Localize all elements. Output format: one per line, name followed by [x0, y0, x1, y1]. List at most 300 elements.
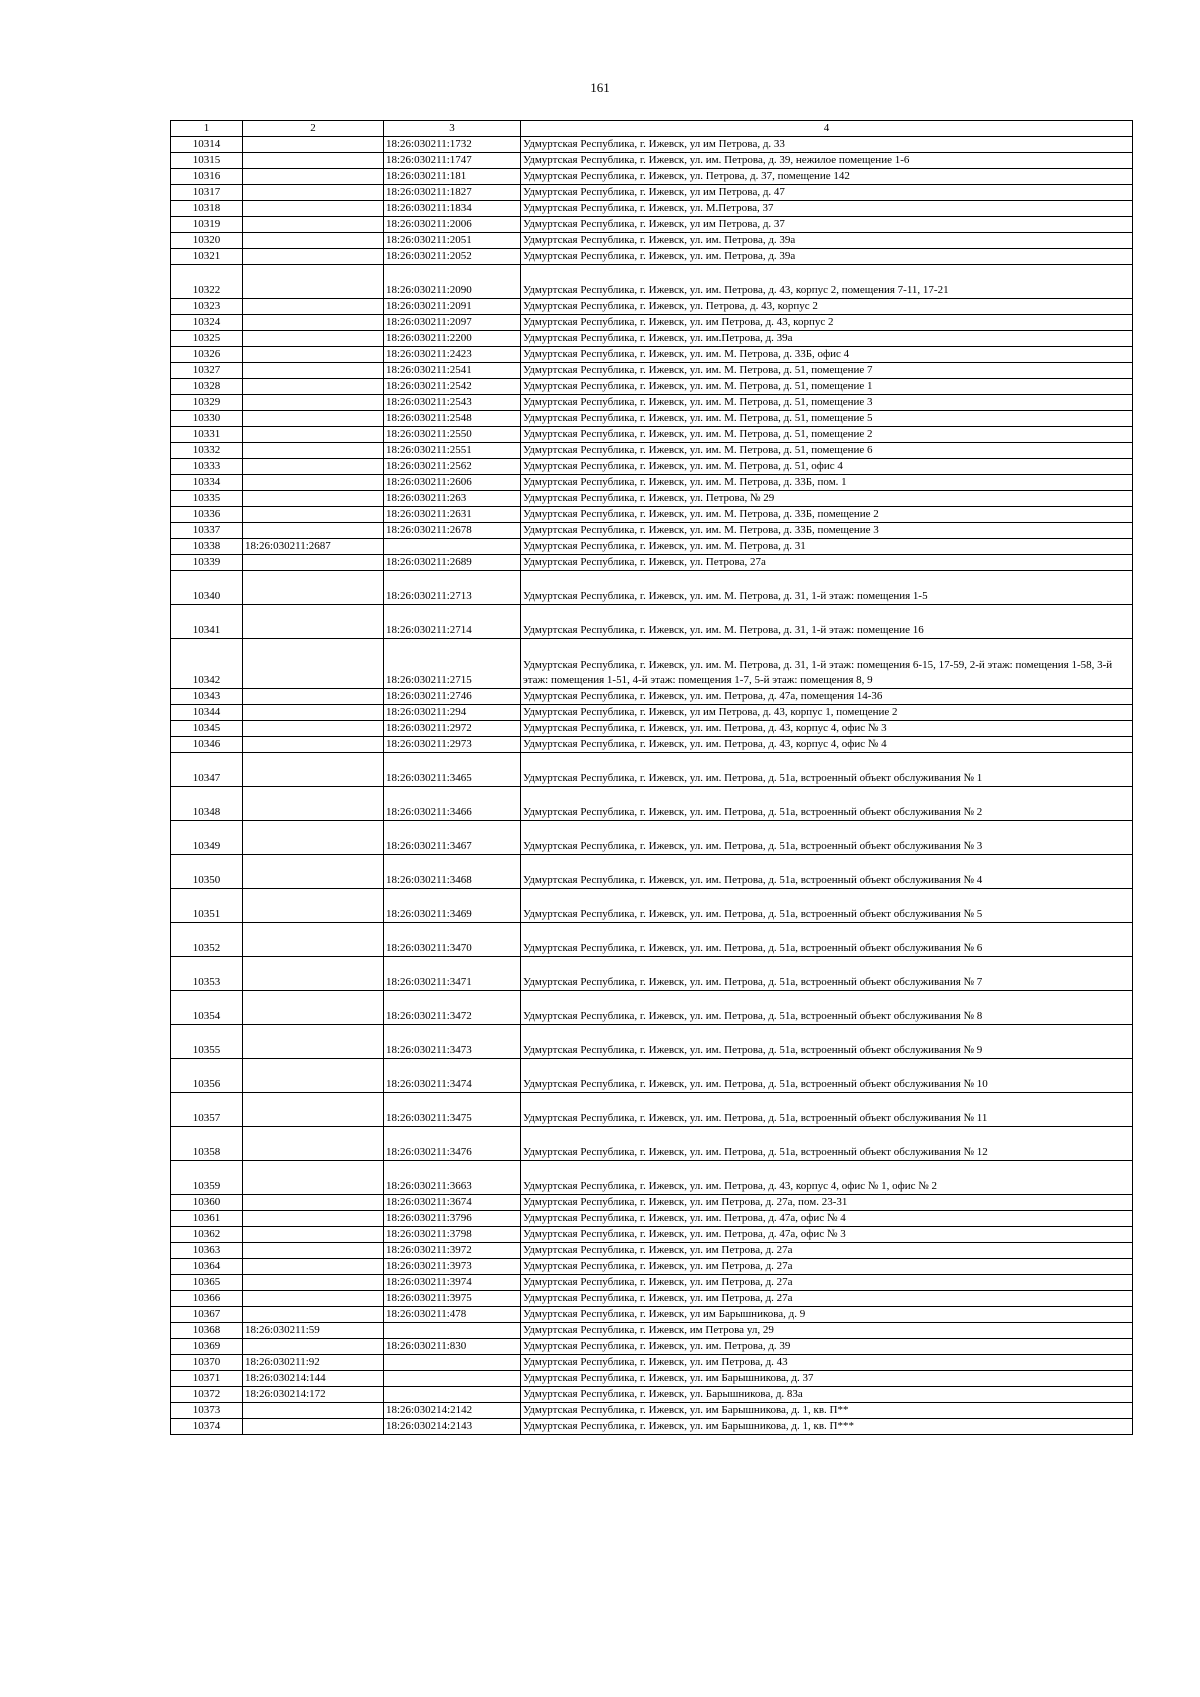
address-cell: Удмуртская Республика, г. Ижевск, ул. им Барышникова, д. 37	[521, 1371, 1133, 1387]
row-number-cell: 10342	[171, 639, 243, 689]
address-cell: Удмуртская Республика, г. Ижевск, ул. им. М. Петрова, д. 33Б, помещение 2	[521, 507, 1133, 523]
cadastral-number-cell	[243, 491, 384, 507]
table-row	[171, 1355, 1133, 1371]
table-row	[171, 1403, 1133, 1419]
cadastral-number-alt-cell: 18:26:030211:3663	[384, 1161, 521, 1195]
table-row	[171, 1127, 1133, 1161]
cadastral-number-cell	[243, 363, 384, 379]
cadastral-number-alt-cell: 18:26:030211:2543	[384, 395, 521, 411]
cadastral-number-cell	[243, 1059, 384, 1093]
row-number-cell: 10364	[171, 1259, 243, 1275]
cadastral-number-cell	[243, 957, 384, 991]
row-number-cell: 10359	[171, 1161, 243, 1195]
cadastral-number-alt-cell: 18:26:030211:2689	[384, 555, 521, 571]
address-cell: Удмуртская Республика, г. Ижевск, ул. им. М. Петрова, д. 33Б, помещение 3	[521, 523, 1133, 539]
table-row	[171, 571, 1133, 605]
cadastral-number-alt-cell: 18:26:030214:2142	[384, 1403, 521, 1419]
row-number-cell: 10321	[171, 249, 243, 265]
cadastral-number-alt-cell: 18:26:030211:1732	[384, 137, 521, 153]
address-cell: Удмуртская Республика, г. Ижевск, ул. им. М. Петрова, д. 51, офис 4	[521, 459, 1133, 475]
table-row	[171, 1339, 1133, 1355]
row-number-cell: 10322	[171, 265, 243, 299]
page-number: 161	[590, 80, 610, 95]
address-cell: Удмуртская Республика, г. Ижевск, ул им Петрова, д. 33	[521, 137, 1133, 153]
row-number-cell: 10329	[171, 395, 243, 411]
table-row	[171, 539, 1133, 555]
cadastral-number-alt-cell: 18:26:030211:3472	[384, 991, 521, 1025]
cadastral-number-alt-cell: 18:26:030211:3974	[384, 1275, 521, 1291]
address-cell: Удмуртская Республика, г. Ижевск, ул. им. Петрова, д. 51а, встроенный объект обслуживания № 4	[521, 855, 1133, 889]
address-cell: Удмуртская Республика, г. Ижевск, ул. им.Петрова, д. 39а	[521, 331, 1133, 347]
row-number-cell: 10358	[171, 1127, 243, 1161]
table-header-row	[171, 121, 1133, 137]
cadastral-number-cell	[243, 507, 384, 523]
row-number-cell: 10323	[171, 299, 243, 315]
cadastral-number-alt-cell: 18:26:030211:3475	[384, 1093, 521, 1127]
table-row	[171, 721, 1133, 737]
table-row	[171, 923, 1133, 957]
address-cell: Удмуртская Республика, г. Ижевск, ул им Петрова, д. 37	[521, 217, 1133, 233]
cadastral-number-alt-cell: 18:26:030211:2051	[384, 233, 521, 249]
cadastral-number-cell	[243, 1093, 384, 1127]
cadastral-number-cell	[243, 185, 384, 201]
cadastral-number-cell	[243, 821, 384, 855]
row-number-cell: 10361	[171, 1211, 243, 1227]
cadastral-number-alt-cell: 18:26:030211:263	[384, 491, 521, 507]
cadastral-number-cell	[243, 1259, 384, 1275]
cadastral-number-cell	[243, 705, 384, 721]
cadastral-number-alt-cell: 18:26:030211:2631	[384, 507, 521, 523]
row-number-cell: 10330	[171, 411, 243, 427]
cadastral-number-cell	[243, 689, 384, 705]
header-col-1: 1	[171, 121, 243, 137]
address-cell: Удмуртская Республика, г. Ижевск, ул. им. М. Петрова, д. 51, помещение 5	[521, 411, 1133, 427]
cadastral-number-cell	[243, 555, 384, 571]
table-row	[171, 249, 1133, 265]
cadastral-number-alt-cell: 18:26:030211:2200	[384, 331, 521, 347]
header-col-2: 2	[243, 121, 384, 137]
cadastral-number-alt-cell: 18:26:030211:2006	[384, 217, 521, 233]
table-row	[171, 411, 1133, 427]
address-cell: Удмуртская Республика, г. Ижевск, ул. им. М. Петрова, д. 51, помещение 1	[521, 379, 1133, 395]
cadastral-number-alt-cell: 18:26:030211:294	[384, 705, 521, 721]
table-row	[171, 605, 1133, 639]
table-row	[171, 821, 1133, 855]
address-cell: Удмуртская Республика, г. Ижевск, ул. им. Петрова, д. 43, корпус 4, офис № 3	[521, 721, 1133, 737]
cadastral-number-cell	[243, 379, 384, 395]
address-cell: Удмуртская Республика, г. Ижевск, ул. им. Петрова, д. 47а, офис № 4	[521, 1211, 1133, 1227]
row-number-cell: 10319	[171, 217, 243, 233]
cadastral-number-alt-cell: 18:26:030211:3470	[384, 923, 521, 957]
cadastral-number-alt-cell: 18:26:030211:2097	[384, 315, 521, 331]
address-cell: Удмуртская Республика, г. Ижевск, ул. им. Петрова, д. 43, корпус 4, офис № 1, офис № 2	[521, 1161, 1133, 1195]
cadastral-number-cell	[243, 1025, 384, 1059]
cadastral-number-alt-cell: 18:26:030211:478	[384, 1307, 521, 1323]
address-cell: Удмуртская Республика, г. Ижевск, ул. им Петрова, д. 43, корпус 2	[521, 315, 1133, 331]
cadastral-number-alt-cell: 18:26:030211:181	[384, 169, 521, 185]
table-row	[171, 1059, 1133, 1093]
address-cell: Удмуртская Республика, г. Ижевск, ул. Барышникова, д. 83а	[521, 1387, 1133, 1403]
table-row	[171, 137, 1133, 153]
cadastral-number-cell	[243, 169, 384, 185]
address-cell: Удмуртская Республика, г. Ижевск, ул. им. М. Петрова, д. 33Б, офис 4	[521, 347, 1133, 363]
row-number-cell: 10357	[171, 1093, 243, 1127]
row-number-cell: 10332	[171, 443, 243, 459]
cadastral-number-cell	[243, 347, 384, 363]
address-cell: Удмуртская Республика, г. Ижевск, ул. им. Петрова, д. 51а, встроенный объект обслуживания № 6	[521, 923, 1133, 957]
address-cell: Удмуртская Республика, г. Ижевск, ул. им Петрова, д. 27а, пом. 23-31	[521, 1195, 1133, 1211]
address-cell: Удмуртская Республика, г. Ижевск, ул. им. Петрова, д. 51а, встроенный объект обслуживания № 1	[521, 753, 1133, 787]
address-cell: Удмуртская Республика, г. Ижевск, ул. им. М. Петрова, д. 33Б, пом. 1	[521, 475, 1133, 491]
cadastral-number-alt-cell: 18:26:030211:3973	[384, 1259, 521, 1275]
address-cell: Удмуртская Республика, г. Ижевск, ул. им. Петрова, д. 51а, встроенный объект обслуживания № 9	[521, 1025, 1133, 1059]
cadastral-number-alt-cell: 18:26:030211:830	[384, 1339, 521, 1355]
cadastral-number-alt-cell: 18:26:030211:3798	[384, 1227, 521, 1243]
table-row	[171, 169, 1133, 185]
cadastral-number-cell	[243, 1161, 384, 1195]
table-row	[171, 855, 1133, 889]
table-row	[171, 705, 1133, 721]
row-number-cell: 10335	[171, 491, 243, 507]
address-cell: Удмуртская Республика, г. Ижевск, ул. им Петрова, д. 27а	[521, 1259, 1133, 1275]
header-col-4: 4	[521, 121, 1133, 137]
cadastral-number-cell	[243, 411, 384, 427]
cadastral-number-cell: 18:26:030211:92	[243, 1355, 384, 1371]
address-cell: Удмуртская Республика, г. Ижевск, ул. им. Петрова, д. 39, нежилое помещение 1-6	[521, 153, 1133, 169]
cadastral-number-cell	[243, 217, 384, 233]
row-number-cell: 10351	[171, 889, 243, 923]
address-cell: Удмуртская Республика, г. Ижевск, ул. им. Петрова, д. 47а, офис № 3	[521, 1227, 1133, 1243]
row-number-cell: 10334	[171, 475, 243, 491]
table-row	[171, 991, 1133, 1025]
address-cell: Удмуртская Республика, г. Ижевск, ул. им. Петрова, д. 47а, помещения 14-36	[521, 689, 1133, 705]
cadastral-number-cell	[243, 1127, 384, 1161]
row-number-cell: 10326	[171, 347, 243, 363]
cadastral-number-alt-cell	[384, 1323, 521, 1339]
row-number-cell: 10338	[171, 539, 243, 555]
cadastral-number-alt-cell: 18:26:030211:1747	[384, 153, 521, 169]
row-number-cell: 10318	[171, 201, 243, 217]
cadastral-number-cell	[243, 1243, 384, 1259]
table-row	[171, 1419, 1133, 1435]
cadastral-number-alt-cell: 18:26:030211:2746	[384, 689, 521, 705]
cadastral-number-alt-cell: 18:26:030211:2678	[384, 523, 521, 539]
address-cell: Удмуртская Республика, г. Ижевск, ул им Петрова, д. 43, корпус 1, помещение 2	[521, 705, 1133, 721]
cadastral-number-cell	[243, 1275, 384, 1291]
cadastral-number-cell	[243, 855, 384, 889]
cadastral-number-alt-cell: 18:26:030211:2973	[384, 737, 521, 753]
cadastral-number-cell	[243, 737, 384, 753]
table-row	[171, 315, 1133, 331]
cadastral-number-alt-cell	[384, 1387, 521, 1403]
address-cell: Удмуртская Республика, г. Ижевск, ул. им Барышникова, д. 1, кв. П***	[521, 1419, 1133, 1435]
cadastral-number-alt-cell: 18:26:030211:3474	[384, 1059, 521, 1093]
address-cell: Удмуртская Республика, г. Ижевск, ул. им. М. Петрова, д. 31	[521, 539, 1133, 555]
cadastral-number-cell	[243, 1211, 384, 1227]
row-number-cell: 10314	[171, 137, 243, 153]
address-cell: Удмуртская Республика, г. Ижевск, ул. им Петрова, д. 27а	[521, 1275, 1133, 1291]
cadastral-number-cell	[243, 443, 384, 459]
address-cell: Удмуртская Республика, г. Ижевск, ул. им. Петрова, д. 51а, встроенный объект обслуживания № 7	[521, 957, 1133, 991]
table-row	[171, 1291, 1133, 1307]
table-row	[171, 153, 1133, 169]
table-row	[171, 427, 1133, 443]
cadastral-number-alt-cell: 18:26:030211:2714	[384, 605, 521, 639]
cadastral-number-cell	[243, 1291, 384, 1307]
address-cell: Удмуртская Республика, г. Ижевск, ул. им. М. Петрова, д. 51, помещение 6	[521, 443, 1133, 459]
cadastral-number-cell: 18:26:030211:2687	[243, 539, 384, 555]
address-cell: Удмуртская Республика, г. Ижевск, ул. им. Петрова, д. 51а, встроенный объект обслуживания № 12	[521, 1127, 1133, 1161]
table-row	[171, 889, 1133, 923]
cadastral-number-cell	[243, 249, 384, 265]
address-cell: Удмуртская Республика, г. Ижевск, ул. им Петрова, д. 27а	[521, 1291, 1133, 1307]
address-cell: Удмуртская Республика, г. Ижевск, ул. им. Петрова, д. 39	[521, 1339, 1133, 1355]
table-row	[171, 379, 1133, 395]
row-number-cell: 10352	[171, 923, 243, 957]
cadastral-number-alt-cell: 18:26:030211:2541	[384, 363, 521, 379]
row-number-cell: 10356	[171, 1059, 243, 1093]
table-row	[171, 233, 1133, 249]
cadastral-number-cell	[243, 153, 384, 169]
address-cell: Удмуртская Республика, г. Ижевск, ул. Петрова, № 29	[521, 491, 1133, 507]
row-number-cell: 10344	[171, 705, 243, 721]
row-number-cell: 10354	[171, 991, 243, 1025]
cadastral-number-alt-cell: 18:26:030211:3674	[384, 1195, 521, 1211]
row-number-cell: 10325	[171, 331, 243, 347]
table-row	[171, 185, 1133, 201]
cadastral-number-alt-cell: 18:26:030211:2606	[384, 475, 521, 491]
cadastral-number-cell	[243, 1419, 384, 1435]
address-cell: Удмуртская Республика, г. Ижевск, ул. им. Петрова, д. 51а, встроенный объект обслуживания № 8	[521, 991, 1133, 1025]
address-cell: Удмуртская Республика, г. Ижевск, ул. им. Петрова, д. 39а	[521, 233, 1133, 249]
row-number-cell: 10317	[171, 185, 243, 201]
table-row	[171, 1243, 1133, 1259]
row-number-cell: 10353	[171, 957, 243, 991]
table-row	[171, 459, 1133, 475]
table-row	[171, 957, 1133, 991]
cadastral-number-alt-cell: 18:26:030211:2090	[384, 265, 521, 299]
cadastral-number-alt-cell	[384, 1355, 521, 1371]
table-row	[171, 299, 1133, 315]
cadastral-number-alt-cell: 18:26:030211:3471	[384, 957, 521, 991]
address-cell: Удмуртская Республика, г. Ижевск, ул им Петрова, д. 47	[521, 185, 1133, 201]
cadastral-number-cell	[243, 787, 384, 821]
table-row	[171, 1093, 1133, 1127]
cadastral-number-cell	[243, 201, 384, 217]
row-number-cell: 10371	[171, 1371, 243, 1387]
table-row	[171, 1323, 1133, 1339]
table-body	[171, 137, 1133, 1435]
row-number-cell: 10366	[171, 1291, 243, 1307]
cadastral-number-cell	[243, 889, 384, 923]
row-number-cell: 10346	[171, 737, 243, 753]
address-cell: Удмуртская Республика, г. Ижевск, ул. им. Петрова, д. 51а, встроенный объект обслуживания № 2	[521, 787, 1133, 821]
cadastral-number-alt-cell: 18:26:030211:3473	[384, 1025, 521, 1059]
address-cell: Удмуртская Республика, г. Ижевск, ул. им. Петрова, д. 51а, встроенный объект обслуживания № 10	[521, 1059, 1133, 1093]
row-number-cell: 10347	[171, 753, 243, 787]
cadastral-number-cell	[243, 233, 384, 249]
cadastral-number-cell	[243, 923, 384, 957]
row-number-cell: 10341	[171, 605, 243, 639]
row-number-cell: 10320	[171, 233, 243, 249]
cadastral-number-cell	[243, 605, 384, 639]
row-number-cell: 10315	[171, 153, 243, 169]
cadastral-number-alt-cell: 18:26:030211:3467	[384, 821, 521, 855]
cadastral-number-alt-cell: 18:26:030211:2548	[384, 411, 521, 427]
row-number-cell: 10368	[171, 1323, 243, 1339]
address-cell: Удмуртская Республика, г. Ижевск, ул. им. М. Петрова, д. 51, помещение 3	[521, 395, 1133, 411]
cadastral-number-cell: 18:26:030214:172	[243, 1387, 384, 1403]
cadastral-number-alt-cell: 18:26:030211:2713	[384, 571, 521, 605]
cadastral-number-cell	[243, 331, 384, 347]
cadastral-number-alt-cell: 18:26:030211:3465	[384, 753, 521, 787]
row-number-cell: 10363	[171, 1243, 243, 1259]
table-row	[171, 395, 1133, 411]
cadastral-number-alt-cell: 18:26:030211:2562	[384, 459, 521, 475]
row-number-cell: 10345	[171, 721, 243, 737]
cadastral-number-cell	[243, 459, 384, 475]
cadastral-number-alt-cell: 18:26:030211:3466	[384, 787, 521, 821]
table-row	[171, 639, 1133, 689]
row-number-cell: 10369	[171, 1339, 243, 1355]
cadastral-number-cell	[243, 571, 384, 605]
table-row	[171, 1211, 1133, 1227]
cadastral-number-cell	[243, 265, 384, 299]
row-number-cell: 10316	[171, 169, 243, 185]
row-number-cell: 10327	[171, 363, 243, 379]
table-row	[171, 689, 1133, 705]
cadastral-number-cell: 18:26:030214:144	[243, 1371, 384, 1387]
address-cell: Удмуртская Республика, г. Ижевск, им Петрова ул, 29	[521, 1323, 1133, 1339]
cadastral-number-alt-cell: 18:26:030211:1834	[384, 201, 521, 217]
table-row	[171, 265, 1133, 299]
row-number-cell: 10373	[171, 1403, 243, 1419]
cadastral-number-cell	[243, 639, 384, 689]
address-cell: Удмуртская Республика, г. Ижевск, ул. им. Петрова, д. 39а	[521, 249, 1133, 265]
row-number-cell: 10349	[171, 821, 243, 855]
address-cell: Удмуртская Республика, г. Ижевск, ул. им Петрова, д. 43	[521, 1355, 1133, 1371]
address-cell: Удмуртская Республика, г. Ижевск, ул. им. Петрова, д. 51а, встроенный объект обслуживания № 3	[521, 821, 1133, 855]
table-row	[171, 1227, 1133, 1243]
cadastral-number-cell	[243, 523, 384, 539]
cadastral-number-cell	[243, 1403, 384, 1419]
row-number-cell: 10365	[171, 1275, 243, 1291]
table-row	[171, 363, 1133, 379]
table-row	[171, 1161, 1133, 1195]
cadastral-number-alt-cell: 18:26:030211:2091	[384, 299, 521, 315]
table-row	[171, 443, 1133, 459]
row-number-cell: 10355	[171, 1025, 243, 1059]
table-row	[171, 555, 1133, 571]
address-cell: Удмуртская Республика, г. Ижевск, ул. им. М. Петрова, д. 31, 1-й этаж: помещения 1-5	[521, 571, 1133, 605]
address-cell: Удмуртская Республика, г. Ижевск, ул. им. Петрова, д. 51а, встроенный объект обслуживания № 11	[521, 1093, 1133, 1127]
table-row	[171, 331, 1133, 347]
cadastral-number-cell	[243, 395, 384, 411]
row-number-cell: 10336	[171, 507, 243, 523]
row-number-cell: 10333	[171, 459, 243, 475]
cadastral-number-cell	[243, 721, 384, 737]
table-row	[171, 1275, 1133, 1291]
address-cell: Удмуртская Республика, г. Ижевск, ул. им. М. Петрова, д. 51, помещение 7	[521, 363, 1133, 379]
cadastral-number-cell	[243, 315, 384, 331]
cadastral-number-alt-cell	[384, 1371, 521, 1387]
cadastral-number-cell	[243, 991, 384, 1025]
address-cell: Удмуртская Республика, г. Ижевск, ул. им Барышникова, д. 1, кв. П**	[521, 1403, 1133, 1419]
cadastral-table	[170, 120, 1133, 1435]
table-row	[171, 1195, 1133, 1211]
row-number-cell: 10331	[171, 427, 243, 443]
table-row	[171, 1259, 1133, 1275]
cadastral-number-cell	[243, 753, 384, 787]
row-number-cell: 10340	[171, 571, 243, 605]
row-number-cell: 10374	[171, 1419, 243, 1435]
cadastral-number-cell	[243, 427, 384, 443]
address-cell: Удмуртская Республика, г. Ижевск, ул. Петрова, д. 43, корпус 2	[521, 299, 1133, 315]
cadastral-number-alt-cell	[384, 539, 521, 555]
address-cell: Удмуртская Республика, г. Ижевск, ул. М.Петрова, 37	[521, 201, 1133, 217]
address-cell: Удмуртская Республика, г. Ижевск, ул им Барышникова, д. 9	[521, 1307, 1133, 1323]
cadastral-number-cell	[243, 1339, 384, 1355]
table-row	[171, 347, 1133, 363]
row-number-cell: 10328	[171, 379, 243, 395]
table-row	[171, 1307, 1133, 1323]
address-cell: Удмуртская Республика, г. Ижевск, ул. им Петрова, д. 27а	[521, 1243, 1133, 1259]
cadastral-number-alt-cell: 18:26:030211:3975	[384, 1291, 521, 1307]
address-cell: Удмуртская Республика, г. Ижевск, ул. им. М. Петрова, д. 31, 1-й этаж: помещение 16	[521, 605, 1133, 639]
address-cell: Удмуртская Республика, г. Ижевск, ул. Петрова, 27а	[521, 555, 1133, 571]
address-cell: Удмуртская Республика, г. Ижевск, ул. им. Петрова, д. 43, корпус 4, офис № 4	[521, 737, 1133, 753]
table-row	[171, 523, 1133, 539]
row-number-cell: 10367	[171, 1307, 243, 1323]
cadastral-number-alt-cell: 18:26:030214:2143	[384, 1419, 521, 1435]
cadastral-number-alt-cell: 18:26:030211:2423	[384, 347, 521, 363]
address-cell: Удмуртская Республика, г. Ижевск, ул. им. Петрова, д. 43, корпус 2, помещения 7-11, 17-21	[521, 265, 1133, 299]
cadastral-number-alt-cell: 18:26:030211:2542	[384, 379, 521, 395]
row-number-cell: 10360	[171, 1195, 243, 1211]
cadastral-number-alt-cell: 18:26:030211:2715	[384, 639, 521, 689]
table-row	[171, 507, 1133, 523]
address-cell: Удмуртская Республика, г. Ижевск, ул. им. Петрова, д. 51а, встроенный объект обслуживания № 5	[521, 889, 1133, 923]
row-number-cell: 10337	[171, 523, 243, 539]
cadastral-number-alt-cell: 18:26:030211:1827	[384, 185, 521, 201]
row-number-cell: 10370	[171, 1355, 243, 1371]
row-number-cell: 10339	[171, 555, 243, 571]
table-row	[171, 787, 1133, 821]
cadastral-number-cell: 18:26:030211:59	[243, 1323, 384, 1339]
cadastral-number-alt-cell: 18:26:030211:3796	[384, 1211, 521, 1227]
cadastral-number-alt-cell: 18:26:030211:2052	[384, 249, 521, 265]
cadastral-number-alt-cell: 18:26:030211:3469	[384, 889, 521, 923]
address-cell: Удмуртская Республика, г. Ижевск, ул. им. М. Петрова, д. 51, помещение 2	[521, 427, 1133, 443]
cadastral-number-cell	[243, 299, 384, 315]
address-cell: Удмуртская Республика, г. Ижевск, ул. Петрова, д. 37, помещение 142	[521, 169, 1133, 185]
row-number-cell: 10362	[171, 1227, 243, 1243]
cadastral-number-alt-cell: 18:26:030211:2550	[384, 427, 521, 443]
cadastral-number-cell	[243, 1307, 384, 1323]
cadastral-number-alt-cell: 18:26:030211:3476	[384, 1127, 521, 1161]
header-col-3: 3	[384, 121, 521, 137]
address-cell: Удмуртская Республика, г. Ижевск, ул. им. М. Петрова, д. 31, 1-й этаж: помещения 6-15, 17-59, 2-й этаж: помещения 1-58, 3-й этаж: помещения 1-51, 4-й этаж: помещения 1-7, 5-й этаж: помещения 8, 9	[521, 639, 1133, 689]
cadastral-number-alt-cell: 18:26:030211:2551	[384, 443, 521, 459]
table-row	[171, 475, 1133, 491]
table-row	[171, 217, 1133, 233]
cadastral-number-cell	[243, 1227, 384, 1243]
table-row	[171, 1371, 1133, 1387]
row-number-cell: 10343	[171, 689, 243, 705]
row-number-cell: 10324	[171, 315, 243, 331]
table-row	[171, 491, 1133, 507]
table-row	[171, 1025, 1133, 1059]
